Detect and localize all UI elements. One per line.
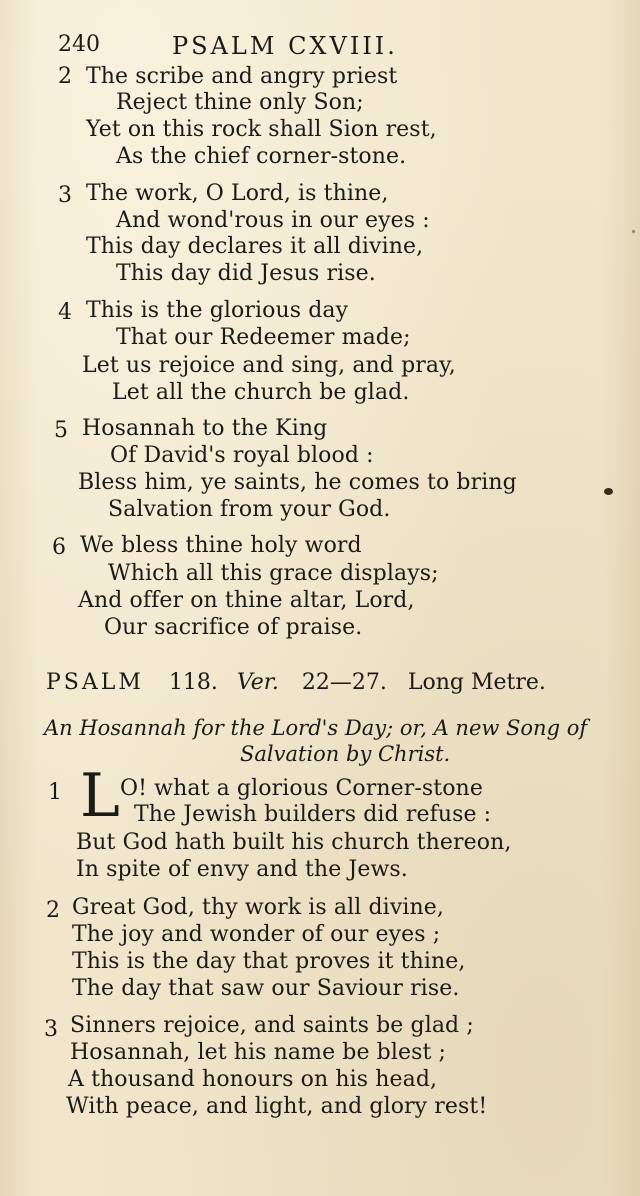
subheading-number: 118.: [168, 670, 218, 695]
verse-line: Of David's royal blood :: [110, 443, 374, 468]
verse-line: Hosannah, let his name be blest ;: [70, 1040, 447, 1065]
verse-line: This day declares it all divine,: [86, 234, 424, 259]
page-number: 240: [58, 32, 100, 57]
verse-line: Salvation from your God.: [108, 497, 391, 522]
verse-line: In spite of envy and the Jews.: [76, 857, 408, 882]
subheading-ver-range: 22—27.: [301, 670, 387, 695]
verse-line: The work, O Lord, is thine,: [86, 181, 389, 206]
verse-line: Let us rejoice and sing, and pray,: [82, 353, 456, 378]
verse-line: A thousand honours on his head,: [68, 1067, 438, 1092]
verse-number: 1: [48, 780, 62, 805]
verse-number: 5: [54, 418, 68, 443]
subheading-ver-label: Ver.: [236, 670, 279, 695]
verse-line: The joy and wonder of our eyes ;: [72, 922, 441, 947]
ink-speck: [632, 230, 635, 233]
verse-line: With peace, and light, and glory rest!: [66, 1094, 488, 1119]
verse-line: The day that saw our Saviour rise.: [72, 976, 460, 1001]
verse-number: 4: [58, 300, 72, 325]
verse-line: This is the glorious day: [86, 298, 349, 323]
subheading-metre: Long Metre.: [407, 670, 546, 695]
psalm-subheading: [46, 670, 546, 695]
verse-line: Let all the church be glad.: [112, 380, 410, 405]
verse-line: But God hath built his church thereon,: [76, 830, 512, 855]
verse-line: This day did Jesus rise.: [116, 261, 376, 286]
ink-speck: [604, 488, 613, 495]
verse-number: 6: [52, 535, 66, 560]
verse-line: O! what a glorious Corner-stone: [120, 776, 483, 801]
verse-line: The Jewish builders did refuse :: [134, 802, 492, 827]
verse-line: Our sacrifice of praise.: [104, 615, 363, 640]
verse-number: 2: [46, 898, 60, 923]
verse-line: Hosannah to the King: [82, 416, 328, 441]
argument-line: Salvation by Christ.: [240, 742, 451, 766]
verse-line: Great God, thy work is all divine,: [72, 895, 444, 920]
drop-cap: L: [80, 761, 120, 831]
subheading-psalm: PSALM: [46, 670, 144, 695]
verse-number: 3: [58, 183, 72, 208]
verse-line: Bless him, ye saints, he comes to bring: [78, 470, 517, 495]
verse-number: 3: [44, 1017, 58, 1042]
verse-line: Sinners rejoice, and saints be glad ;: [70, 1013, 474, 1038]
verse-line: And offer on thine altar, Lord,: [78, 588, 415, 613]
verse-line: And wond'rous in our eyes :: [116, 208, 430, 233]
verse-line: Reject thine only Son;: [116, 90, 364, 115]
verse-line: That our Redeemer made;: [116, 325, 411, 350]
verse-number: 2: [58, 64, 72, 89]
verse-line: As the chief corner-stone.: [116, 144, 407, 169]
verse-line: Which all this grace displays;: [108, 561, 439, 586]
running-title: PSALM CXVIII.: [172, 32, 398, 60]
verse-line: This is the day that proves it thine,: [72, 949, 466, 974]
argument-line: An Hosannah for the Lord's Day; or, A new Song of: [44, 716, 588, 740]
verse-line: Yet on this rock shall Sion rest,: [86, 117, 437, 142]
verse-line: We bless thine holy word: [80, 533, 362, 558]
verse-line: The scribe and angry priest: [86, 64, 398, 89]
